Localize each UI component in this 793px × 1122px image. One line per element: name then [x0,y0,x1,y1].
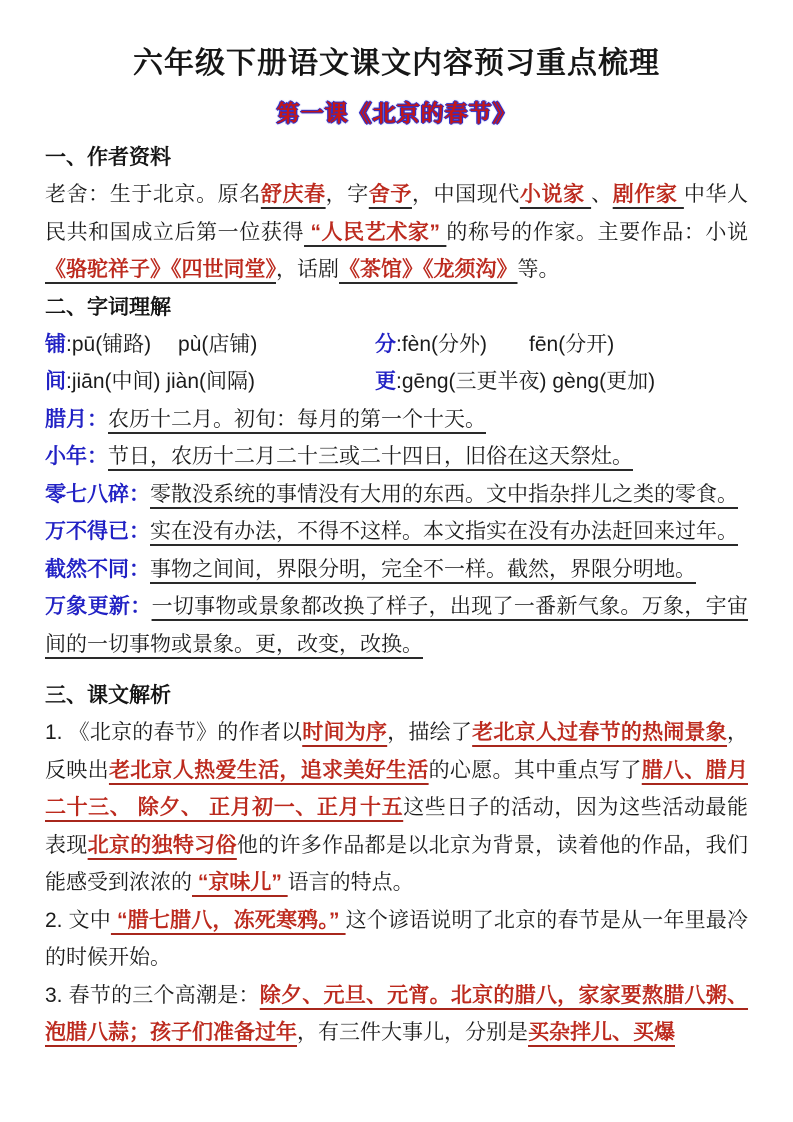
word-entry [375,326,614,364]
glossary-definition: 实在没有办法，不得不这样。本文指实在没有办法赶回来过年。 [150,520,738,543]
highlighted-text-segment: 老北京人热爱生活，追求美好生活 [108,758,429,782]
word-entry [45,363,375,401]
text-segment: ，有三件大事儿，分别是 [297,1021,528,1044]
section [45,139,748,289]
highlighted-text-segment: 时间为序 [302,721,388,744]
word-pronunciations: :gēng(三更半夜) gèng(更加) [396,370,656,393]
highlighted-text-segment: 老北京人过春节的热闹景象 [472,721,728,744]
paragraph [45,176,748,289]
highlighted-text-segment: 腊八、腊月二十三、 除夕、 正月初一、正月十五 [45,758,748,819]
highlighted-text-segment: 除夕、元旦、元宵。北京的腊八，家家要熬腊八粥、泡腊八蒜；孩子们准备过年 [45,983,749,1044]
glossary-term: 小年： [45,445,108,468]
text-segment: 这些日子的活动，因为这些活动最能表现 [45,796,749,857]
glossary-definition: 零散没系统的事情没有大用的东西。文中指杂拌儿之类的零食。 [150,482,738,506]
text-segment: 3. 春节的三个高潮是： [45,983,260,1007]
word-pronunciations: :fèn(分外) fēn(分开) [396,332,615,356]
highlighted-text-segment: 舒庆春 [260,183,326,206]
text-segment: ，话剧 [276,258,339,281]
section [45,677,748,1052]
glossary-entry [45,551,748,589]
highlighted-text-segment: “京味儿” [192,871,288,894]
document-title: 六年级下册语文课文内容预习重点梳理 [133,47,660,80]
word-entry [45,326,375,364]
glossary-term: 零七八碎： [45,482,150,506]
glossary-definition: 农历十二月。初旬：每月的第一个十天。 [108,407,486,431]
text-segment: 老舍：生于北京。原名 [45,183,261,206]
word-headword: 间 [45,370,66,393]
text-segment: 语言的特点。 [287,871,414,894]
highlighted-text-segment: 买杂拌儿、买爆 [528,1021,675,1044]
glossary-entry [45,513,748,551]
section-heading: 一、作者资料 [45,146,171,169]
word-headword: 分 [375,332,396,356]
lesson-subtitle: 第一课《北京的春节》 [276,100,517,126]
section [45,289,748,664]
glossary-term: 截然不同： [45,557,150,581]
text-segment: 等。 [517,258,560,281]
word-row [45,326,748,364]
section-heading: 三、课文解析 [45,684,171,707]
glossary-term: 万象更新： [45,595,152,618]
text-segment: 、 [591,183,613,206]
glossary-term: 腊月： [45,407,108,431]
word-pronunciations: :jiān(中间) jiàn(间隔) [66,370,256,393]
glossary-definition: 事物之间间，界限分明，完全不一样。截然，界限分明地。 [150,557,696,581]
text-segment: 1. 《北京的春节》的作者以 [45,721,303,744]
highlighted-text-segment: 小说家 [519,183,592,206]
word-row [45,363,748,401]
paragraph [45,902,748,977]
text-segment: 这个谚语说明了北京的春节是从一年里最冷的时候开始。 [45,908,749,969]
polyphone-word-grid [45,326,748,401]
text-segment: 的称号的作家。主要作品：小说 [446,220,749,244]
highlighted-text-segment: 北京的独特习俗 [87,833,237,857]
section-heading: 二、字词理解 [45,295,171,319]
glossary-term: 万不得已： [45,520,150,543]
highlighted-text-segment: “人民艺术家” [304,220,447,244]
word-entry [375,363,655,401]
text-segment: ，中国现代 [411,183,520,206]
highlighted-text-segment: “腊七腊八，冻死寒鸦。” [110,908,346,932]
highlighted-text-segment: 剧作家 [612,183,684,206]
text-segment: 中华人民共和国成立后第一位获得 [45,183,749,244]
glossary-definition: 节日，农历十二月二十三或二十四日，旧俗在这天祭灶。 [108,445,633,468]
highlighted-text-segment: 舍予 [368,183,412,206]
word-headword: 更 [375,370,396,393]
glossary-entry [45,588,748,663]
word-headword: 铺 [45,332,66,356]
text-segment: ，字 [325,183,369,206]
highlighted-text-segment: 《茶馆》《龙须沟》 [339,258,518,281]
word-pronunciations: :pū(铺路) pù(店铺) [66,332,258,356]
text-segment: ，描绘了 [387,721,473,744]
text-segment: 2. 文中 [45,908,111,932]
text-segment: ，反映出 [45,721,749,782]
glossary-definition: 一切事物或景象都改换了样子，出现了一番新气象。万象，宇宙间的一切事物或景象。更，改变，改换。 [45,595,748,656]
glossary-entry [45,476,748,514]
highlighted-text-segment: 《骆驼祥子》《四世同堂》 [45,258,276,281]
text-segment: 他的许多作品都是以北京为背景，读着他的作品，我们能感受到浓浓的 [45,833,748,894]
text-segment: 的心愿。其中重点写了 [428,758,642,782]
paragraph [45,714,748,902]
paragraph [45,977,748,1052]
document-sections [45,139,748,1052]
glossary-entry [45,438,748,476]
glossary-entry [45,401,748,439]
